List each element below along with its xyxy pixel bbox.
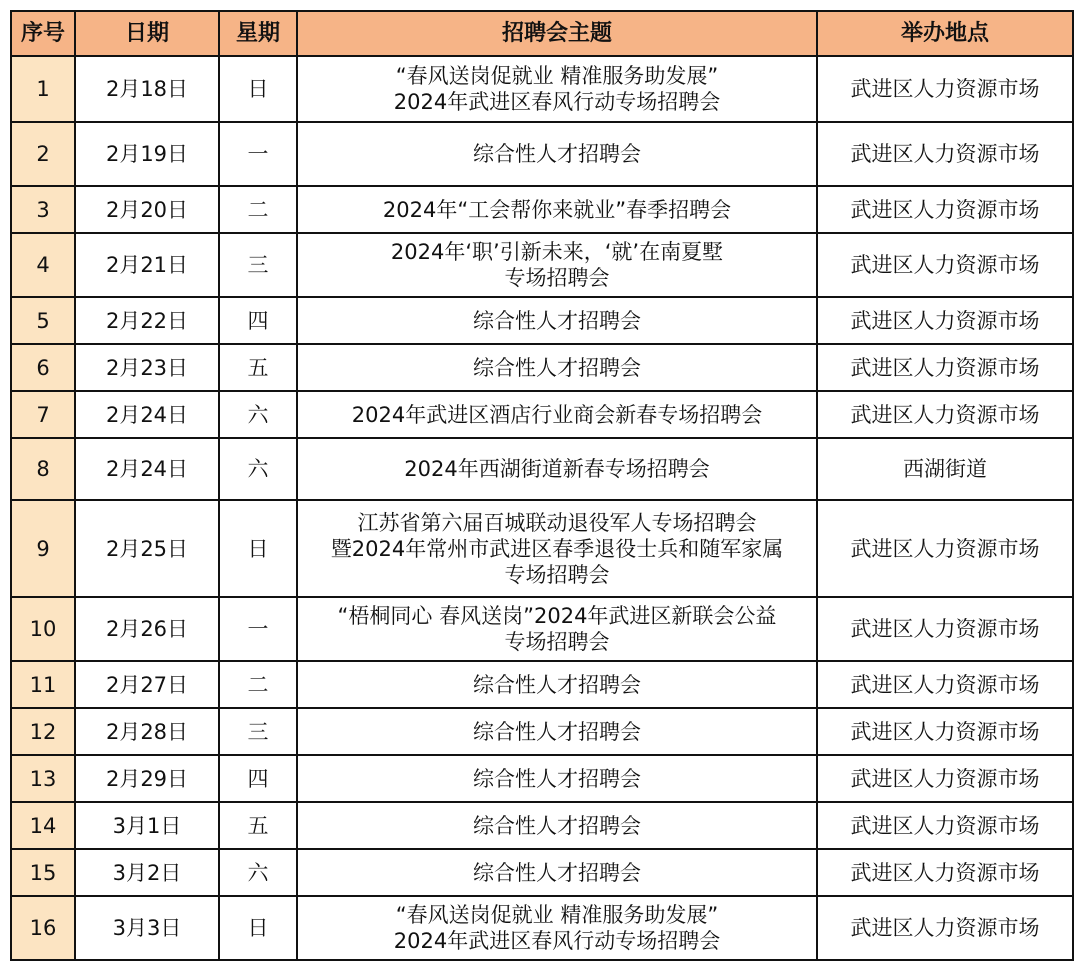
header-date: 日期 <box>75 11 219 56</box>
header-topic: 招聘会主题 <box>297 11 817 56</box>
cell-seq: 5 <box>11 297 75 344</box>
cell-seq: 3 <box>11 186 75 233</box>
topic-line: 2024年武进区春风行动专场招聘会 <box>393 929 721 953</box>
cell-seq: 11 <box>11 661 75 708</box>
header-weekday: 星期 <box>219 11 297 56</box>
topic-line: “春风送岗促就业 精准服务助发展” <box>395 64 719 88</box>
cell-weekday: 日 <box>219 500 297 597</box>
topic-line: 综合性人才招聘会 <box>473 813 641 838</box>
cell-topic <box>297 849 817 896</box>
table-row <box>11 297 1073 344</box>
cell-venue: 武进区人力资源市场 <box>817 802 1073 849</box>
cell-topic <box>297 344 817 391</box>
topic-line: 江苏省第六届百城联动退役军人专场招聘会 <box>357 510 757 535</box>
topic-line: “春风送岗促就业 精准服务助发展” <box>395 903 719 927</box>
topic-line: 综合性人才招聘会 <box>473 719 641 744</box>
cell-topic <box>297 233 817 297</box>
cell-seq: 1 <box>11 56 75 122</box>
cell-venue: 武进区人力资源市场 <box>817 122 1073 186</box>
cell-seq: 10 <box>11 597 75 661</box>
topic-line: 专场招聘会 <box>504 266 610 290</box>
cell-weekday: 六 <box>219 438 297 500</box>
table-row <box>11 233 1073 297</box>
topic-line: 2024年武进区酒店行业商会新春专场招聘会 <box>351 402 763 427</box>
cell-topic <box>297 661 817 708</box>
cell-weekday: 二 <box>219 186 297 233</box>
header-row <box>11 11 1073 56</box>
topic-line: 综合性人才招聘会 <box>473 355 641 380</box>
cell-weekday: 三 <box>219 233 297 297</box>
topic-line: 专场招聘会 <box>504 630 610 654</box>
table-row <box>11 500 1073 597</box>
cell-venue: 武进区人力资源市场 <box>817 849 1073 896</box>
cell-weekday: 五 <box>219 344 297 391</box>
cell-venue: 西湖街道 <box>817 438 1073 500</box>
cell-seq: 2 <box>11 122 75 186</box>
cell-weekday: 四 <box>219 755 297 802</box>
table-row <box>11 896 1073 960</box>
cell-seq: 9 <box>11 500 75 597</box>
cell-venue: 武进区人力资源市场 <box>817 896 1073 960</box>
topic-line: 2024年西湖街道新春专场招聘会 <box>404 457 710 481</box>
cell-weekday: 六 <box>219 391 297 438</box>
table-row <box>11 597 1073 661</box>
cell-venue: 武进区人力资源市场 <box>817 708 1073 755</box>
cell-venue: 武进区人力资源市场 <box>817 344 1073 391</box>
cell-weekday: 日 <box>219 56 297 122</box>
cell-date: 2月23日 <box>75 344 219 391</box>
table-row <box>11 122 1073 186</box>
cell-seq: 6 <box>11 344 75 391</box>
table-row <box>11 438 1073 500</box>
table-row <box>11 344 1073 391</box>
table-row <box>11 661 1073 708</box>
cell-date: 3月1日 <box>75 802 219 849</box>
cell-topic <box>297 597 817 661</box>
topic-line: 2024年武进区春风行动专场招聘会 <box>393 90 721 114</box>
cell-date: 2月27日 <box>75 661 219 708</box>
cell-topic <box>297 500 817 597</box>
cell-venue: 武进区人力资源市场 <box>817 297 1073 344</box>
cell-seq: 15 <box>11 849 75 896</box>
cell-weekday: 五 <box>219 802 297 849</box>
topic-line: 2024年“工会帮你来就业”春季招聘会 <box>382 197 732 222</box>
topic-line: 暨2024年常州市武进区春季退役士兵和随军家属 <box>330 536 784 561</box>
cell-date: 2月29日 <box>75 755 219 802</box>
cell-date: 2月18日 <box>75 56 219 122</box>
topic-line: 综合性人才招聘会 <box>473 672 641 697</box>
cell-seq: 13 <box>11 755 75 802</box>
cell-date: 2月24日 <box>75 391 219 438</box>
cell-venue: 武进区人力资源市场 <box>817 661 1073 708</box>
cell-date: 2月26日 <box>75 597 219 661</box>
cell-venue: 武进区人力资源市场 <box>817 391 1073 438</box>
cell-weekday: 日 <box>219 896 297 960</box>
table-body <box>11 56 1073 960</box>
cell-date: 2月20日 <box>75 186 219 233</box>
cell-seq: 12 <box>11 708 75 755</box>
topic-line: 综合性人才招聘会 <box>473 860 641 885</box>
cell-topic <box>297 391 817 438</box>
cell-weekday: 四 <box>219 297 297 344</box>
cell-seq: 8 <box>11 438 75 500</box>
cell-date: 2月28日 <box>75 708 219 755</box>
cell-date: 2月22日 <box>75 297 219 344</box>
cell-date: 2月25日 <box>75 500 219 597</box>
cell-weekday: 二 <box>219 661 297 708</box>
cell-venue: 武进区人力资源市场 <box>817 56 1073 122</box>
topic-line: 综合性人才招聘会 <box>473 142 641 166</box>
cell-seq: 7 <box>11 391 75 438</box>
cell-date: 3月3日 <box>75 896 219 960</box>
cell-date: 2月21日 <box>75 233 219 297</box>
cell-topic <box>297 896 817 960</box>
cell-weekday: 一 <box>219 597 297 661</box>
cell-topic <box>297 708 817 755</box>
cell-topic <box>297 186 817 233</box>
table-row <box>11 391 1073 438</box>
table-header <box>11 11 1073 56</box>
cell-topic <box>297 122 817 186</box>
topic-line: “梧桐同心 春风送岗”2024年武进区新联会公益 <box>337 604 777 628</box>
cell-seq: 4 <box>11 233 75 297</box>
table-row <box>11 849 1073 896</box>
cell-venue: 武进区人力资源市场 <box>817 500 1073 597</box>
topic-line: 综合性人才招聘会 <box>473 308 641 333</box>
topic-line: 专场招聘会 <box>504 562 610 587</box>
cell-seq: 16 <box>11 896 75 960</box>
table-row <box>11 802 1073 849</box>
topic-line: 2024年‘职’引新未来，‘就’在南夏墅 <box>390 240 724 264</box>
cell-venue: 武进区人力资源市场 <box>817 233 1073 297</box>
cell-venue: 武进区人力资源市场 <box>817 597 1073 661</box>
cell-weekday: 一 <box>219 122 297 186</box>
table-row <box>11 708 1073 755</box>
cell-date: 2月24日 <box>75 438 219 500</box>
cell-topic <box>297 755 817 802</box>
cell-topic <box>297 438 817 500</box>
header-seq: 序号 <box>11 11 75 56</box>
job-fair-schedule-table <box>10 10 1074 961</box>
cell-date: 2月19日 <box>75 122 219 186</box>
cell-topic <box>297 297 817 344</box>
cell-weekday: 六 <box>219 849 297 896</box>
cell-topic <box>297 802 817 849</box>
cell-weekday: 三 <box>219 708 297 755</box>
cell-date: 3月2日 <box>75 849 219 896</box>
topic-line: 综合性人才招聘会 <box>473 766 641 791</box>
table-row <box>11 186 1073 233</box>
table-row <box>11 56 1073 122</box>
cell-topic <box>297 56 817 122</box>
cell-venue: 武进区人力资源市场 <box>817 186 1073 233</box>
table-row <box>11 755 1073 802</box>
cell-seq: 14 <box>11 802 75 849</box>
cell-venue: 武进区人力资源市场 <box>817 755 1073 802</box>
header-venue: 举办地点 <box>817 11 1073 56</box>
